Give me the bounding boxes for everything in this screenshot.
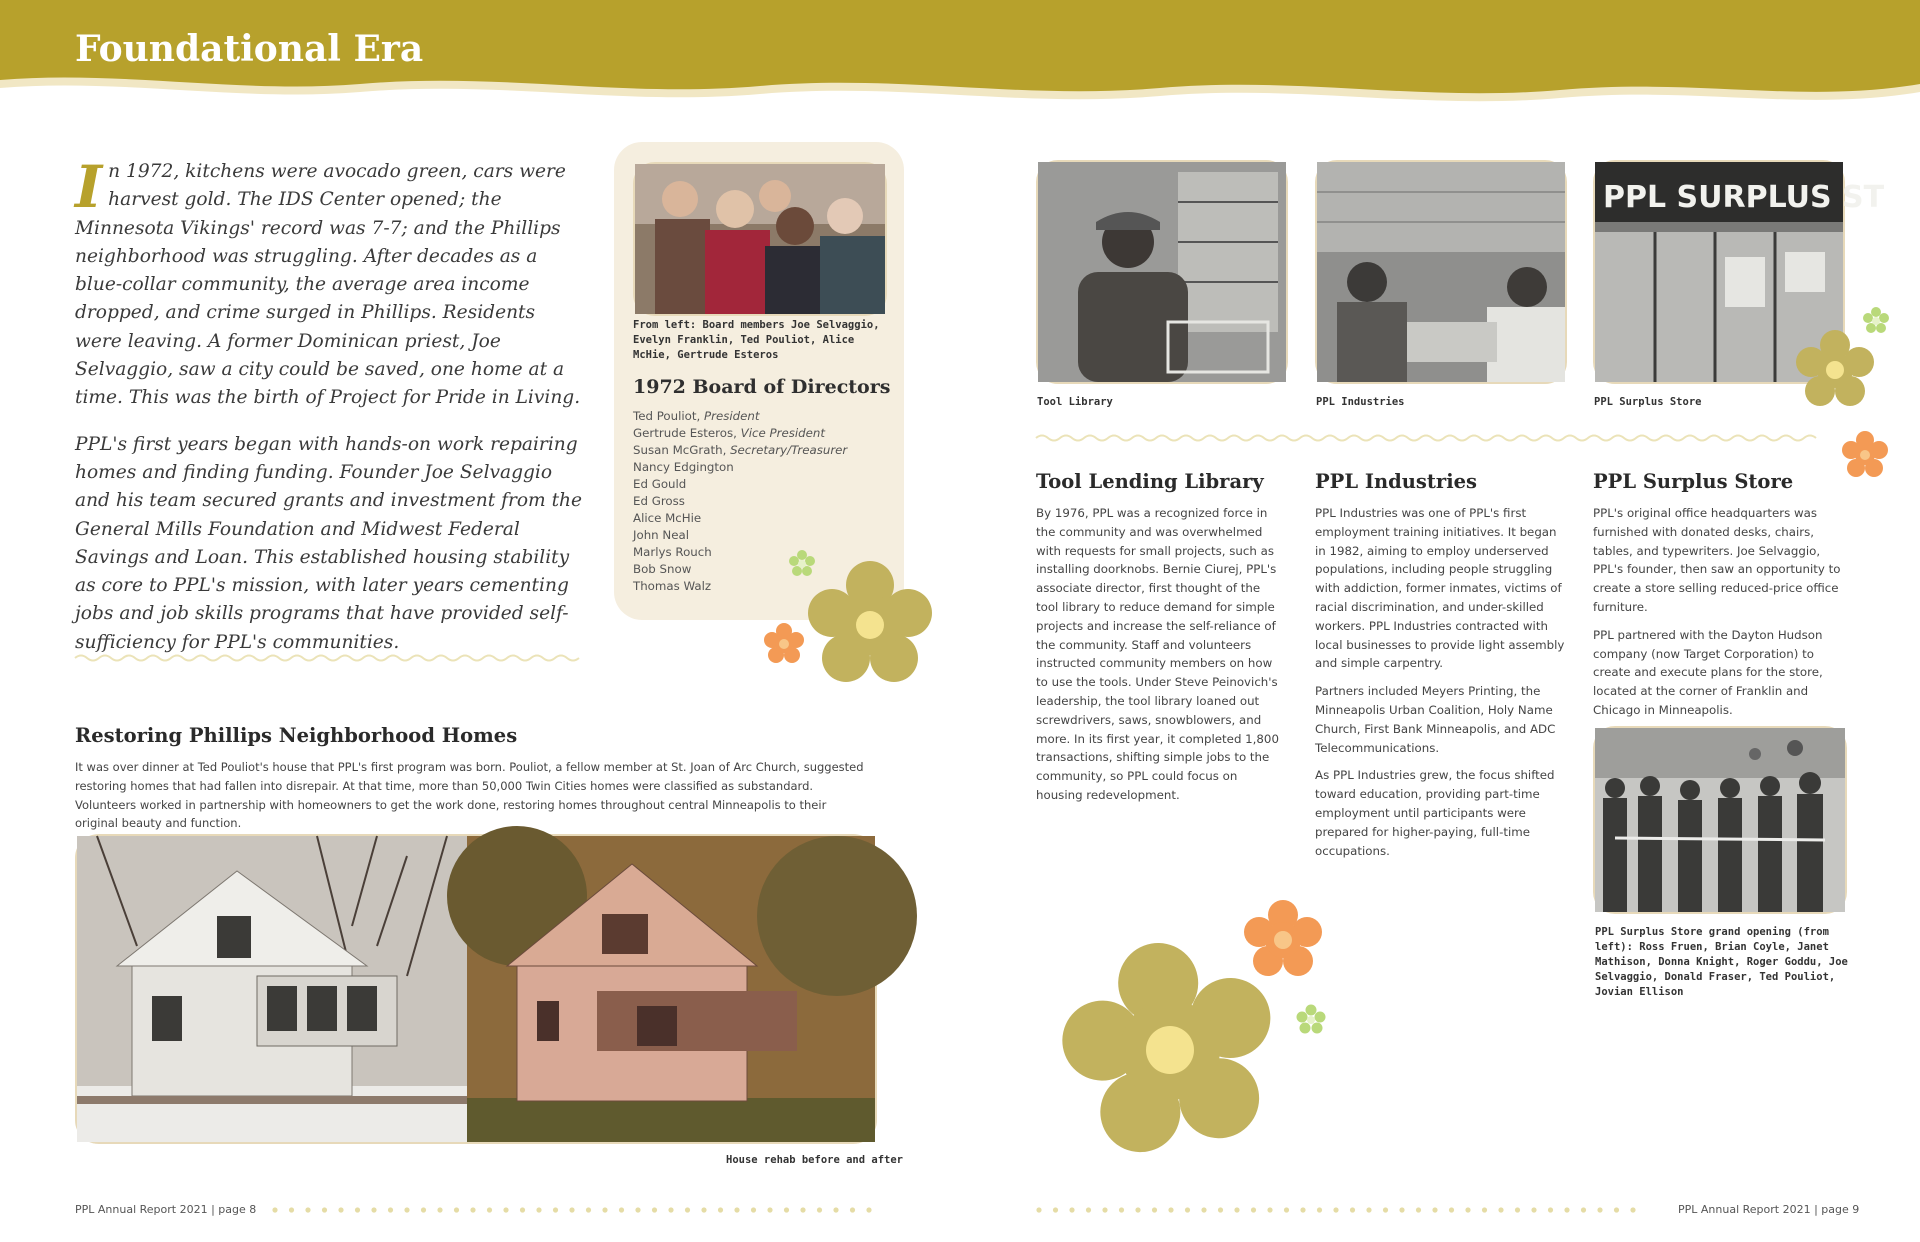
board-member: Marlys Rouch: [633, 545, 712, 559]
board-member: Nancy Edgington: [633, 460, 734, 474]
house-photo-caption: House rehab before and after: [726, 1154, 904, 1166]
board-photo-caption: From left: Board members Joe Selvaggio, Evelyn Franklin, Ted Pouliot, Alice McHie, Gertrude Esteros: [633, 319, 880, 361]
wavy-divider: [1036, 432, 1821, 444]
surplus-store-opening-photo: [1593, 726, 1847, 914]
board-member: Ed Gross: [633, 494, 685, 508]
flower-orange-medium-icon: [1238, 895, 1328, 985]
restoring-body: It was over dinner at Ted Pouliot's house that PPL's first program was born. Pouliot, a fellow member at St. Joan of Arc Church, suggested restoring homes that had fallen into disrepair. At that time, more than 50,000 Twin Cities homes were classified as substandard. Volunteers worked in partnership with homeowners to get the work done, restoring homes throughout central Minneapolis to their original beauty and function.: [75, 760, 864, 831]
ppl-surplus-store-caption: PPL Surplus Store: [1594, 396, 1702, 408]
page-title: Foundational Era: [75, 28, 424, 70]
ppl-industries-photo: [1315, 160, 1567, 384]
flower-orange-small-icon: [760, 620, 808, 668]
flower-olive-medium-icon: [1790, 325, 1880, 415]
board-member: Thomas Walz: [633, 579, 712, 593]
surplus-title: PPL Surplus Store: [1593, 470, 1794, 493]
tool-lending-title: Tool Lending Library: [1036, 470, 1264, 493]
footer-right: PPL Annual Report 2021 | page 9: [1678, 1203, 1860, 1216]
industries-body: PPL Industries was one of PPL's first employment training initiatives. It began in 1982, aiming to employ underserved populations, including people struggling with addiction, former inmates, victims of racial discrimination, and under-skilled workers. PPL Industries contracted with local businesses to provide light assembly and simple carpentry. Partners included Meyers Printing, the Minneapolis Urban Coalition, Holy Name Church, First Bank Minneapolis, and ADC Telecommunications. As PPL Industries grew, the focus shifted toward education, providing part-time employment until participants were prepared for higher-paying, full-time occupations.: [1315, 506, 1565, 858]
restoring-title: Restoring Phillips Neighborhood Homes: [75, 724, 518, 747]
board-member: Ed Gould: [633, 477, 687, 491]
board-member: Bob Snow: [633, 562, 692, 576]
store-sign-text: PPL SURPLUS ST: [1603, 180, 1885, 215]
wavy-divider: [75, 652, 580, 664]
intro-text: [75, 153, 585, 675]
flower-olive-large-icon: [800, 555, 940, 695]
flower-green-tiny-icon: [786, 548, 818, 580]
flower-green-tiny-icon: [1860, 305, 1892, 337]
intro-paragraph-2: PPL's first years began with hands-on work repairing homes and finding funding. Founder Joe Selvaggio and his team secured grants and investment from the General Mills Foundation and Midwest Federal Savings and Loan. This established housing stability as core to PPL's mission, with later years cementing jobs and job skills programs that have provided self-sufficiency for PPL's communities.: [75, 433, 583, 653]
footer-left: PPL Annual Report 2021 | page 8: [75, 1203, 257, 1216]
board-member: John Neal: [633, 528, 689, 542]
board-title: 1972 Board of Directors: [633, 376, 891, 398]
flower-orange-small-icon: [1838, 428, 1892, 482]
intro-paragraph-1: In 1972, kitchens were avocado green, cars were harvest gold. The IDS Center opened; the Minnesota Vikings' record was 7-7; and the Phillips neighborhood was struggling. After decades as a blue-collar community, the average area income dropped, and crime surged in Phillips. Residents were leaving. A former Dominican priest, Joe Selvaggio, saw a city could be saved, one home at a time. This was the birth of Project for Pride in Living.: [75, 153, 581, 409]
industries-title: PPL Industries: [1315, 470, 1477, 493]
ppl-industries-caption: PPL Industries: [1316, 396, 1405, 408]
flower-green-tiny-icon: [1294, 1003, 1328, 1037]
drop-cap: I: [75, 153, 103, 221]
board-member: Alice McHie: [633, 511, 702, 525]
footer-dots-right: [1036, 1207, 1646, 1213]
tool-lending-body: By 1976, PPL was a recognized force in the community and was overwhelmed with requests for small projects, such as installing doorknobs. Bernie Ciurej, PPL's associate director, first thought of the tool library to reduce demand for simple projects and increase the self-reliance of the community. Staff and volunteers instructed community members on how to use the tools. Under Steve Peinovich's leadership, the tool library loaned out screwdrivers, saws, snowblowers, and more. In its first year, it completed 1,800 transactions, shifting simple jobs to the community, so PPL could focus on housing redevelopment.: [1036, 506, 1279, 802]
board-members-photo: [633, 162, 887, 316]
board-member: Ted Pouliot, President: [633, 409, 760, 423]
house-rehab-photo: [75, 834, 877, 1144]
board-member: Susan McGrath, Secretary/Treasurer: [633, 443, 848, 457]
footer-dots-left: [272, 1207, 882, 1213]
store-opening-caption: PPL Surplus Store grand opening (from left): Ross Fruen, Brian Coyle, Janet Mathison, Donna Knight, Roger Goddu, Joe Selvaggio, Donald Fraser, Ted Pouliot, Jovian Ellison: [1595, 926, 1848, 998]
surplus-body: PPL's original office headquarters was furnished with donated desks, chairs, tables, and typewriters. Joe Selvaggio, PPL's founder, then saw an opportunity to create a store selling reduced-price office furniture. PPL partnered with the Dayton Hudson company (now Target Corporation) to create and execute plans for the store, located at the corner of Franklin and Chicago in Minneapolis.: [1593, 506, 1841, 717]
board-member: Gertrude Esteros, Vice President: [633, 426, 825, 440]
tool-library-caption: Tool Library: [1037, 396, 1113, 408]
tool-library-photo: [1036, 160, 1288, 384]
